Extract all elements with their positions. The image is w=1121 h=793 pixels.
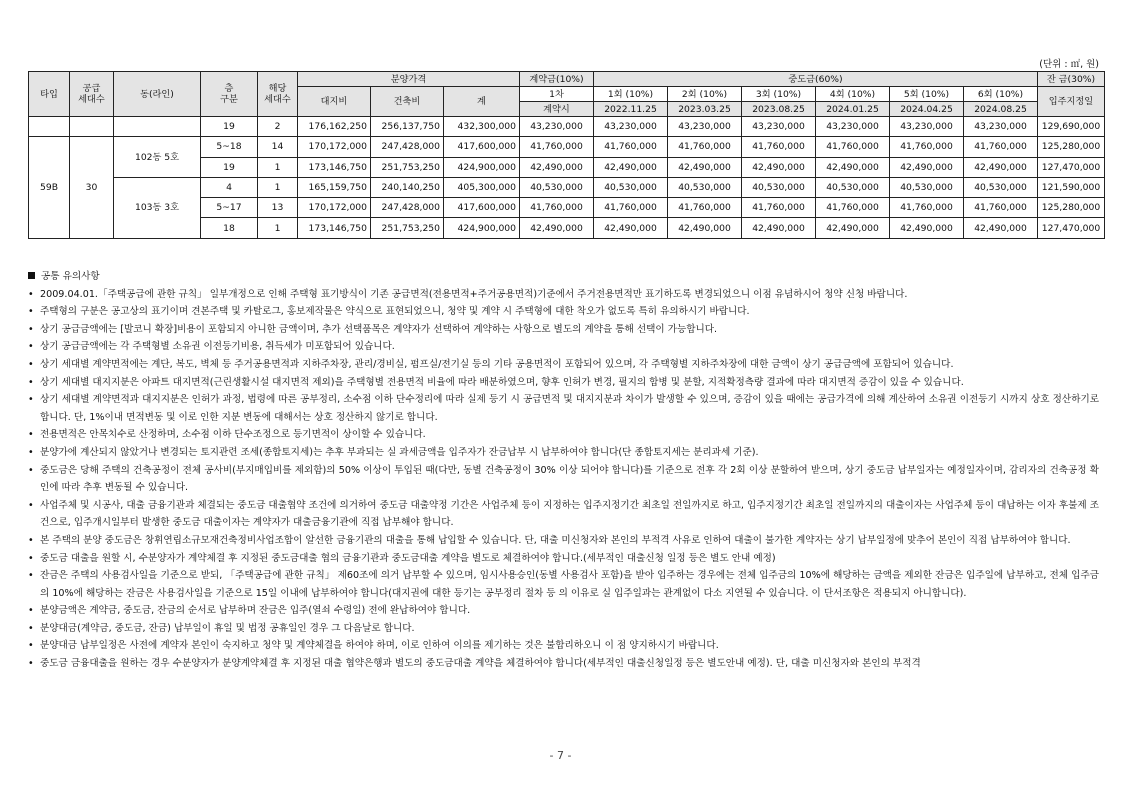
balance-cell: 125,280,000: [1038, 137, 1105, 157]
header-interim-1: 1회 (10%): [594, 87, 668, 102]
interim-cell: 41,760,000: [964, 198, 1038, 218]
interim-cell: 43,230,000: [742, 117, 816, 137]
balance-cell: 127,470,000: [1038, 157, 1105, 177]
note-item: • 잔금은 주택의 사용검사일을 기준으로 받되, 「주택공급에 관한 규칙」 제60조에 의거 납부할 수 있으며, 임시사용승인(동별 사용검사 포함)을 받아 입주하는 경우에는 전체 입주금의 10%에 해당하는 금액을 제외한 잔금은 입주일에 납부하고, 전체 입주금의 10%에 해당하는 잔금은 사용검사일을 기준으로 15일 이내에 납부하여야 합니다(대지권에 대한 등기는 공부정리 절차 등 의 이유로 실 입주일과는 관계없이 다소 지연될 수 있습니다. 이 단서조항은 적용되지 아니합니다).: [28, 567, 1099, 602]
header-interim-6: 6회 (10%): [964, 87, 1038, 102]
building-cell: 247,428,000: [371, 137, 444, 157]
interim-cell: 42,490,000: [816, 157, 890, 177]
type-cell: 59B: [29, 137, 70, 238]
interim-cell: 41,760,000: [816, 198, 890, 218]
supply-households-cell: 30: [70, 137, 114, 238]
floor-cell: 19: [201, 157, 258, 177]
header-down-1st: 1차: [520, 87, 594, 102]
bullet-icon: •: [28, 570, 34, 582]
type-cell-empty: [29, 117, 70, 137]
header-interim-4: 4회 (10%): [816, 87, 890, 102]
count-cell: 1: [258, 157, 298, 177]
note-item: • 분양대금(계약금, 중도금, 잔금) 납부일이 휴일 및 법정 공휴일인 경우 그 다음날로 합니다.: [28, 620, 1099, 638]
dong-cell: 103동 3호: [114, 177, 201, 238]
interim-cell: 41,760,000: [594, 198, 668, 218]
note-item: • 상기 세대별 대지지분은 아파트 대지면적(근린생활시설 대지면적 제외)을 주택형별 전용면적 비율에 따라 배분하였으며, 향후 인허가 변경, 필지의 합병 및 분할, 지적확정측량 결과에 따라 대지면적 증감이 있을 수 있습니다.: [28, 374, 1099, 392]
note-item: • 상기 세대별 계약면적에는 계단, 복도, 벽체 등 주거공용면적과 지하주차장, 관리/경비실, 펌프실/전기실 등의 기타 공용면적이 포함되어 있으며, 각 주택형별 지하주차장에 대한 금액이 상기 공급금액에 포함되어 있습니다.: [28, 356, 1099, 374]
land-cell: 176,162,250: [298, 117, 371, 137]
interim-cell: 42,490,000: [742, 157, 816, 177]
down-cell: 40,530,000: [520, 177, 594, 197]
interim-cell: 42,490,000: [594, 157, 668, 177]
note-item: • 중도금 대출을 원할 시, 수분양자가 계약체결 후 지정된 중도금대출 협의 금융기관과 중도금대출 계약을 별도로 체결하여야 합니다.(세부적인 대출신청 일정 등은 별도 안내 예정): [28, 550, 1099, 568]
page-number: - 7 -: [549, 749, 572, 762]
land-cell: 165,159,750: [298, 177, 371, 197]
bullet-icon: •: [28, 306, 34, 318]
bullet-icon: •: [28, 288, 34, 300]
building-cell: 251,753,250: [371, 218, 444, 238]
interim-cell: 42,490,000: [668, 157, 742, 177]
note-item: • 중도금 금융대출을 원하는 경우 수분양자가 분양계약체결 후 지정된 대출 협약은행과 별도의 중도금대출 계약을 체결하여야 합니다(세부적인 대출신청일정 등은 별도안내 예정). 단, 대출 미신청자와 본인의 부적격: [28, 655, 1099, 673]
down-cell: 43,230,000: [520, 117, 594, 137]
total-cell: 417,600,000: [444, 137, 520, 157]
header-interim-date-1: 2022.11.25: [594, 102, 668, 117]
balance-cell: 125,280,000: [1038, 198, 1105, 218]
note-item: • 분양가에 계산되지 않았거나 변경되는 토지관련 조세(종합토지세)는 추후 부과되는 실 과세금액을 입주자가 잔금납부 시 납부하여야 합니다(단 종합토지세는 분리과세 기준).: [28, 444, 1099, 462]
total-cell: 424,900,000: [444, 218, 520, 238]
note-item: • 상기 공급금액에는 [발코니 확장]비용이 포함되지 아니한 금액이며, 추가 선택품목은 계약자가 선택하여 계약하는 사항으로 별도의 계약을 통해 선택이 가능합니다.: [28, 321, 1099, 339]
note-item: • 사업주체 및 시공사, 대출 금융기관과 체결되는 중도금 대출협약 조건에 의거하여 중도금 대출약정 기간은 사업주체 등이 지정하는 입주지정기간 최초일 전일까지로 하고, 입주지정기간 최초일 전일까지의 대출이자는 사업주체 등이 대납하는 이자 후불제 조건으로, 입주개시일부터 발생한 중도금 대출이자는 계약자가 대출금융기관에 직접 납부해야 합니다.: [28, 497, 1099, 532]
interim-cell: 42,490,000: [816, 218, 890, 238]
bullet-icon: •: [28, 605, 34, 617]
interim-cell: 41,760,000: [668, 198, 742, 218]
interim-cell: 41,760,000: [890, 198, 964, 218]
header-balance-due: 입주지정일: [1038, 87, 1105, 117]
interim-cell: 42,490,000: [890, 218, 964, 238]
header-sale-price: 분양가격: [298, 72, 520, 87]
bullet-icon: •: [28, 552, 34, 564]
interim-cell: 41,760,000: [742, 137, 816, 157]
table-row: [29, 117, 1105, 137]
total-cell: 432,300,000: [444, 117, 520, 137]
interim-cell: 41,760,000: [816, 137, 890, 157]
balance-cell: 121,590,000: [1038, 177, 1105, 197]
header-interim-date-6: 2024.08.25: [964, 102, 1038, 117]
bullet-icon: •: [28, 446, 34, 458]
interim-cell: 41,760,000: [742, 198, 816, 218]
balance-cell: 127,470,000: [1038, 218, 1105, 238]
note-item: • 중도금은 당해 주택의 건축공정이 전체 공사비(부지매입비를 제외함)의 50% 이상이 투입된 때(다만, 동별 건축공정이 30% 이상 되어야 합니다)를 기준으로 전후 각 2회 이상 분할하여 받으며, 상기 중도금 납부일자는 예정일자이며, 감리자의 건축공정 확인에 따라 추후 변동될 수 있습니다.: [28, 462, 1099, 497]
down-cell: 41,760,000: [520, 137, 594, 157]
note-item: • 상기 세대별 계약면적과 대지지분은 인허가 과정, 법령에 따른 공부정리, 소수점 이하 단수정리에 따라 실제 등기 시 공급면적 및 대지지분과 차이가 발생할 수 있으며, 증감이 있을 때에는 공급가격에 의해 계산하여 소유권 이전등기 시까지 상호 정산하기로 합니다. 단, 1%이내 면적변동 및 이로 인한 지분 변동에 대해서는 상호 정산하지 않기로 합니다.: [28, 391, 1099, 426]
note-item: • 전용면적은 안목치수로 산정하며, 소수점 이하 단수조정으로 등기면적이 상이할 수 있습니다.: [28, 426, 1099, 444]
interim-cell: 43,230,000: [668, 117, 742, 137]
floor-cell: 5~17: [201, 198, 258, 218]
note-item: • 주택형의 구분은 공고상의 표기이며 견본주택 및 카탈로그, 홍보제작물은 약식으로 표현되었으니, 청약 및 계약 시 주택형에 대한 착오가 없도록 특히 유의하시기 바랍니다.: [28, 303, 1099, 321]
total-cell: 405,300,000: [444, 177, 520, 197]
interim-cell: 41,760,000: [890, 137, 964, 157]
bullet-icon: •: [28, 376, 34, 388]
dong-cell: 102동 5호: [114, 137, 201, 178]
bullet-icon: •: [28, 464, 34, 476]
interim-cell: 40,530,000: [668, 177, 742, 197]
note-item: • 2009.04.01.「주택공급에 관한 규칙」 일부개정으로 인해 주택형 표기방식이 기존 공급면적(전용면적+주거공용면적)기준에서 주거전용면적만 표기하도록 변경되었으니 이점 유념하시어 청약 신청 바랍니다.: [28, 286, 1099, 304]
floor-cell: 4: [201, 177, 258, 197]
table-row: [29, 177, 1105, 197]
unit-label: (단위 : ㎡, 원): [1039, 59, 1099, 70]
bullet-icon: •: [28, 622, 34, 634]
header-supply: 공급 세대수: [70, 72, 114, 117]
header-dong: 동(라인): [114, 72, 201, 117]
bullet-icon: •: [28, 323, 34, 335]
notes-heading: [28, 268, 1099, 286]
bullet-icon: •: [28, 640, 34, 652]
down-cell: 41,760,000: [520, 198, 594, 218]
interim-cell: 40,530,000: [890, 177, 964, 197]
bullet-icon: •: [28, 341, 34, 353]
dong-cell-empty: [114, 117, 201, 137]
interim-cell: 41,760,000: [594, 137, 668, 157]
header-land: 대지비: [298, 87, 371, 117]
building-cell: 247,428,000: [371, 198, 444, 218]
land-cell: 173,146,750: [298, 218, 371, 238]
note-item: • 분양금액은 계약금, 중도금, 잔금의 순서로 납부하며 잔금은 입주(열쇠 수령일) 전에 완납하여야 합니다.: [28, 602, 1099, 620]
count-cell: 13: [258, 198, 298, 218]
count-cell: 1: [258, 177, 298, 197]
count-cell: 14: [258, 137, 298, 157]
bullet-icon: •: [28, 394, 34, 406]
table-row: [29, 137, 1105, 157]
interim-cell: 41,760,000: [668, 137, 742, 157]
land-cell: 170,172,000: [298, 137, 371, 157]
down-cell: 42,490,000: [520, 157, 594, 177]
price-table: [28, 71, 1105, 239]
header-interim-date-4: 2024.01.25: [816, 102, 890, 117]
header-total: 계: [444, 87, 520, 117]
header-type: 타입: [29, 72, 70, 117]
bullet-icon: •: [28, 658, 34, 670]
note-item: • 분양대금 납부일정은 사전에 계약자 본인이 숙지하고 청약 및 계약체결을 하여야 하며, 이로 인하여 이의를 제기하는 것은 불합리하오니 이 점 양지하시기 바랍니다.: [28, 637, 1099, 655]
interim-cell: 42,490,000: [890, 157, 964, 177]
interim-cell: 42,490,000: [668, 218, 742, 238]
bullet-icon: •: [28, 499, 34, 511]
interim-cell: 42,490,000: [964, 218, 1038, 238]
header-interim-date-3: 2023.08.25: [742, 102, 816, 117]
square-bullet-icon: [28, 272, 35, 279]
down-cell: 42,490,000: [520, 218, 594, 238]
count-cell: 1: [258, 218, 298, 238]
floor-cell: 19: [201, 117, 258, 137]
interim-cell: 40,530,000: [594, 177, 668, 197]
note-item: • 본 주택의 분양 중도금은 창휘연립소규모재건축정비사업조합이 알선한 금융기관의 대출을 통해 납입할 수 있습니다. 단, 대출 미신청자와 본인의 부적격 사유로 인하여 대출이 불가한 계약자는 상기 납부일정에 맞추어 본인이 직접 납부하여야 합니다.: [28, 532, 1099, 550]
interim-cell: 43,230,000: [816, 117, 890, 137]
interim-cell: 42,490,000: [594, 218, 668, 238]
header-interim-date-5: 2024.04.25: [890, 102, 964, 117]
notes-title: 공통 유의사항: [41, 271, 100, 282]
floor-cell: 18: [201, 218, 258, 238]
supply-cell-empty: [70, 117, 114, 137]
building-cell: 256,137,750: [371, 117, 444, 137]
land-cell: 173,146,750: [298, 157, 371, 177]
building-cell: 251,753,250: [371, 157, 444, 177]
header-building: 건축비: [371, 87, 444, 117]
total-cell: 424,900,000: [444, 157, 520, 177]
interim-cell: 43,230,000: [594, 117, 668, 137]
header-interim: 중도금(60%): [594, 72, 1038, 87]
interim-cell: 41,760,000: [964, 137, 1038, 157]
header-balance: 잔 금(30%): [1038, 72, 1105, 87]
notes-section: [28, 268, 1099, 673]
interim-cell: 43,230,000: [890, 117, 964, 137]
bullet-icon: •: [28, 429, 34, 441]
interim-cell: 40,530,000: [964, 177, 1038, 197]
header-down-at-contract: 계약시: [520, 102, 594, 117]
total-cell: 417,600,000: [444, 198, 520, 218]
interim-cell: 40,530,000: [816, 177, 890, 197]
floor-cell: 5~18: [201, 137, 258, 157]
bullet-icon: •: [28, 534, 34, 546]
header-count: 해당 세대수: [258, 72, 298, 117]
header-down: 계약금(10%): [520, 72, 594, 87]
header-floor: 층 구분: [201, 72, 258, 117]
balance-cell: 129,690,000: [1038, 117, 1105, 137]
interim-cell: 42,490,000: [742, 218, 816, 238]
header-interim-2: 2회 (10%): [668, 87, 742, 102]
header-interim-5: 5회 (10%): [890, 87, 964, 102]
land-cell: 170,172,000: [298, 198, 371, 218]
note-item: • 상기 공급금액에는 각 주택형별 소유권 이전등기비용, 취득세가 미포함되어 있습니다.: [28, 338, 1099, 356]
header-interim-3: 3회 (10%): [742, 87, 816, 102]
count-cell: 2: [258, 117, 298, 137]
interim-cell: 40,530,000: [742, 177, 816, 197]
interim-cell: 43,230,000: [964, 117, 1038, 137]
header-interim-date-2: 2023.03.25: [668, 102, 742, 117]
bullet-icon: •: [28, 358, 34, 370]
interim-cell: 42,490,000: [964, 157, 1038, 177]
building-cell: 240,140,250: [371, 177, 444, 197]
